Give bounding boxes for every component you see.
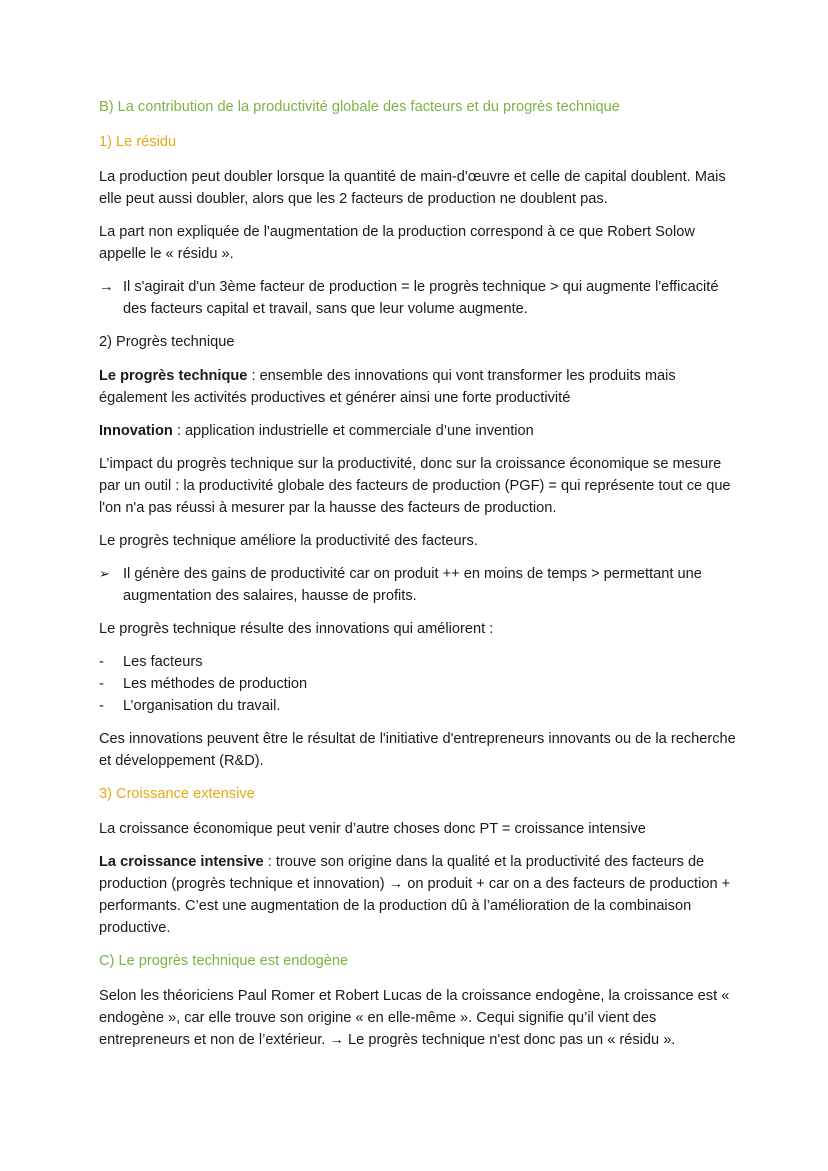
residu-arrow-item — [99, 276, 739, 320]
arrowhead-bullet-icon: ➢ — [99, 566, 110, 581]
progres-impact-paragraph: L’impact du progrès technique sur la productivité, donc sur la croissance économique se mesure par un outil : la productivité globale des facteurs de production (PGF) = qui représente tout ce que l'on n'a pas réussi à mesurer par la hausse des facteurs de production. — [99, 456, 731, 516]
progres-ameliore-paragraph: Le progrès technique améliore la productivité des facteurs. — [99, 533, 478, 549]
progres-bullet-text: Il génère des gains de productivité car on produit ++ en moins de temps > permettant une augmentation des salaires, hausse de profits. — [123, 566, 702, 604]
residu-arrow-text: Il s'agirait d'un 3ème facteur de production = le progrès technique > qui augmente l'efficacité des facteurs capital et travail, sans que leur volume augmente. — [123, 279, 719, 317]
innovation-definition-text: : application industrielle et commerciale d’une invention — [172, 423, 534, 439]
list-item-text: L’organisation du travail. — [123, 698, 281, 714]
section-b-heading: B) La contribution de la productivité globale des facteurs et du progrès technique — [99, 99, 620, 115]
progres-definition-term: Le progrès technique — [99, 368, 248, 384]
dash-bullet-icon: - — [99, 654, 104, 670]
croissance-intensive-text: : trouve son origine dans la qualité et la productivité des facteurs de production (progrès technique et innovation) → on produit + car on a des facteurs de production + performants. C’est une augmentation de la production dû à l’amélioration de la combinaison productive. — [99, 854, 731, 936]
dash-bullet-icon: - — [99, 698, 104, 714]
progres-definition — [99, 365, 739, 409]
residu-paragraph-2: La part non expliquée de l'augmentation de la production correspond à ce que Robert Solow appelle le « résidu ». — [99, 224, 695, 262]
innovation-targets-list — [99, 651, 739, 717]
list-item — [99, 673, 739, 695]
residu-heading: 1) Le résidu — [99, 134, 177, 150]
progres-definition-text: : ensemble des innovations qui vont transformer les produits mais également les activités productives et générer ainsi une forte productivité — [99, 368, 676, 406]
right-arrow-icon: → — [99, 279, 114, 295]
list-item — [99, 651, 739, 673]
progres-heading: 2) Progrès technique — [99, 334, 235, 350]
innovation-definition-term: Innovation — [99, 423, 173, 439]
innovation-definition — [99, 420, 739, 442]
section-c-heading: C) Le progrès technique est endogène — [99, 953, 349, 969]
croissance-intensive-term: La croissance intensive — [99, 854, 264, 870]
residu-paragraph-1: La production peut doubler lorsque la quantité de main-d'œuvre et celle de capital doublent. Mais elle peut aussi doubler, alors que les 2 facteurs de production ne doublent pas. — [99, 169, 726, 207]
list-item — [99, 695, 739, 717]
section-c-paragraph: Selon les théoriciens Paul Romer et Robert Lucas de la croissance endogène, la croissance est « endogène », car elle trouve son origine « en elle-même ». Cequi signifie qu’il vient des entrepreneurs et non de l’extérieur. → Le progrès technique n'est donc pas un « résidu ». — [99, 988, 730, 1048]
progres-bullet-item — [99, 563, 739, 607]
list-item-text: Les méthodes de production — [123, 676, 308, 692]
innovations-source-paragraph: Ces innovations peuvent être le résultat de l'initiative d'entrepreneurs innovants ou de la recherche et développement (R&D). — [99, 731, 736, 769]
list-item-text: Les facteurs — [123, 654, 203, 670]
dash-bullet-icon: - — [99, 676, 104, 692]
document-content — [99, 96, 739, 1062]
croissance-heading: 3) Croissance extensive — [99, 786, 255, 802]
croissance-paragraph-1: La croissance économique peut venir d’autre choses donc PT = croissance intensive — [99, 821, 646, 837]
progres-resulte-paragraph: Le progrès technique résulte des innovations qui améliorent : — [99, 621, 494, 637]
croissance-intensive-definition — [99, 851, 739, 939]
